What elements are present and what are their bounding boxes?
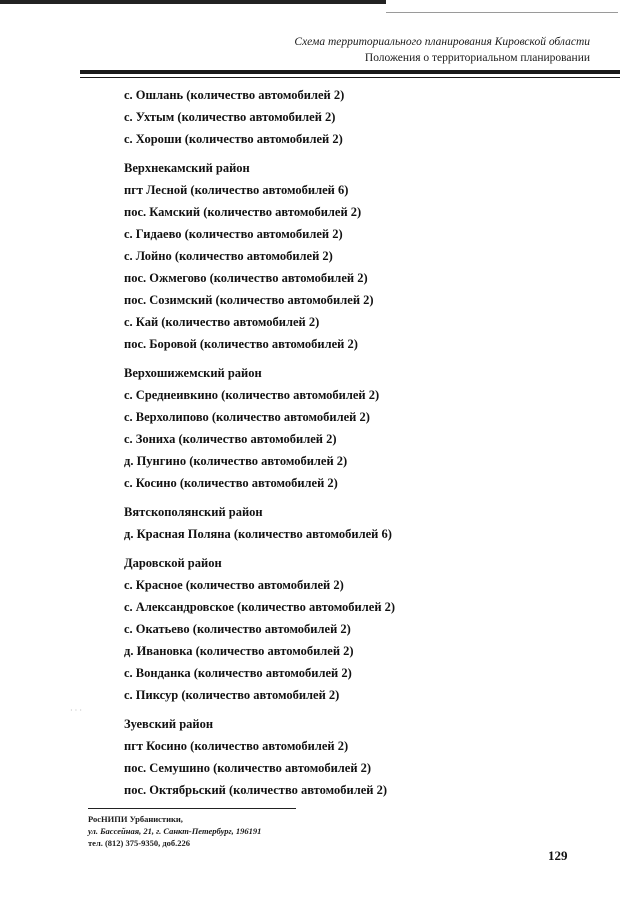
- footer-block: [88, 813, 261, 849]
- footer-org: РосНИПИ Урбанистики,: [88, 814, 183, 824]
- footer-address: ул. Бассейная, 21, г. Санкт-Петербург, 196191: [88, 826, 262, 836]
- settlement-item: пгт Косино (количество автомобилей 2): [124, 739, 349, 753]
- settlement-item: пос. Семушино (количество автомобилей 2): [124, 761, 372, 775]
- scan-edge-shadow: [0, 0, 386, 4]
- region-group: [124, 713, 594, 801]
- settlement-item: пос. Камский (количество автомобилей 2): [124, 205, 362, 219]
- region-group: [124, 84, 594, 150]
- settlement-item: пгт Лесной (количество автомобилей 6): [124, 183, 349, 197]
- settlement-item: с. Среднеивкино (количество автомобилей 2): [124, 388, 380, 402]
- document-title: Схема территориального планирования Кировской области: [294, 36, 590, 48]
- settlement-item: с. Красное (количество автомобилей 2): [124, 578, 344, 592]
- header-rule-thick: [80, 70, 620, 74]
- settlement-item: с. Ухтым (количество автомобилей 2): [124, 110, 336, 124]
- region-heading: Верхошижемский район: [124, 366, 262, 380]
- settlement-item: пос. Ожмегово (количество автомобилей 2): [124, 271, 368, 285]
- settlement-item: д. Ивановка (количество автомобилей 2): [124, 644, 354, 658]
- settlement-item: с. Окатьево (количество автомобилей 2): [124, 622, 351, 636]
- page-number: 129: [548, 848, 568, 863]
- region-group: [124, 157, 594, 355]
- region-group: [124, 552, 594, 706]
- settlement-item: пос. Октябрьский (количество автомобилей 2): [124, 783, 388, 797]
- settlement-item: с. Хороши (количество автомобилей 2): [124, 132, 343, 146]
- region-heading: Даровской район: [124, 556, 222, 570]
- region-group: [124, 501, 594, 545]
- region-group: [124, 362, 594, 494]
- scan-edge-line: [386, 12, 618, 13]
- settlement-item: с. Лойно (количество автомобилей 2): [124, 249, 333, 263]
- settlement-item: д. Пунгино (количество автомобилей 2): [124, 454, 348, 468]
- settlement-item: пос. Боровой (количество автомобилей 2): [124, 337, 358, 351]
- footer-phone: тел. (812) 375-9350, доб.226: [88, 838, 191, 848]
- scan-artifact: · · ·: [70, 706, 82, 715]
- settlement-item: с. Ошлань (количество автомобилей 2): [124, 88, 345, 102]
- settlement-list: [124, 84, 594, 808]
- document-header: [90, 34, 590, 66]
- settlement-item: с. Александровское (количество автомобилей 2): [124, 600, 396, 614]
- settlement-item: с. Кай (количество автомобилей 2): [124, 315, 320, 329]
- settlement-item: с. Косино (количество автомобилей 2): [124, 476, 338, 490]
- document-subtitle: Положения о территориальном планировании: [364, 52, 590, 64]
- footer-rule: [88, 808, 296, 809]
- settlement-item: д. Красная Поляна (количество автомобилей 6): [124, 527, 392, 541]
- region-heading: Зуевский район: [124, 717, 214, 731]
- header-rule-thin: [80, 77, 620, 78]
- region-heading: Верхнекамский район: [124, 161, 250, 175]
- region-heading: Вятскополянский район: [124, 505, 263, 519]
- settlement-item: с. Верхолипово (количество автомобилей 2): [124, 410, 370, 424]
- settlement-item: пос. Созимский (количество автомобилей 2): [124, 293, 374, 307]
- settlement-item: с. Вонданка (количество автомобилей 2): [124, 666, 352, 680]
- scan-top-edge: [0, 0, 640, 16]
- settlement-item: с. Зониха (количество автомобилей 2): [124, 432, 337, 446]
- settlement-item: с. Пиксур (количество автомобилей 2): [124, 688, 340, 702]
- settlement-item: с. Гидаево (количество автомобилей 2): [124, 227, 343, 241]
